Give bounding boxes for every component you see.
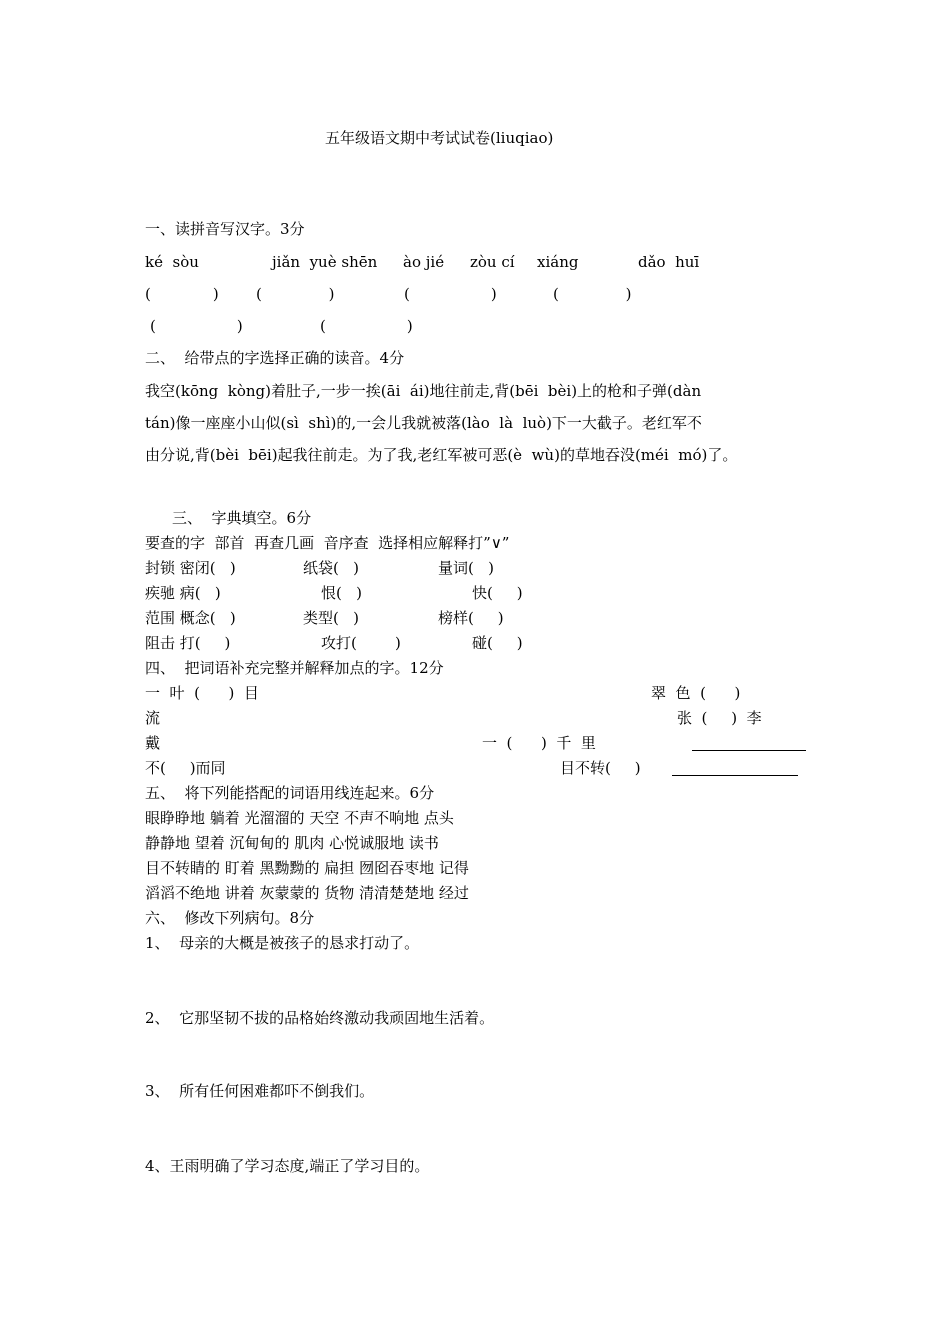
sentence-item: 4、王雨明确了学习态度,端正了学习目的。 <box>145 1157 430 1175</box>
passage-line: 由分说,背(bèi bēi)起我往前走。为了我,老红军被可恶(è wù)的草地吞没(méi mó)了。 <box>145 446 738 464</box>
matching-line: 目不转睛的 盯着 黑黝黝的 扁担 囫囵吞枣地 记得 <box>145 859 469 877</box>
passage-line: 我空(kōng kòng)着肚子,一步一挨(āi ái)地往前走,背(bēi bèi)上的枪和子弹(dàn <box>145 382 702 400</box>
sentence-item: 2、 它那坚韧不拔的品格始终激动我顽固地生活着。 <box>145 1009 495 1027</box>
idiom-item: 翠 色 ( ) <box>651 684 741 702</box>
sentence-item: 3、 所有任何困难都吓不倒我们。 <box>145 1082 375 1100</box>
pinyin-item: xiáng <box>537 253 579 271</box>
idiom-item: 戴 <box>145 734 161 752</box>
page-title: 五年级语文期中考试试卷(liuqiao) <box>325 129 554 147</box>
sentence-item: 1、 母亲的大概是被孩子的恳求打动了。 <box>145 934 420 952</box>
section2-heading: 二、 给带点的字选择正确的读音。4分 <box>145 349 405 367</box>
idiom-item: 目不转( ) <box>560 759 641 777</box>
dict-cell: 类型( ) <box>303 609 360 627</box>
idiom-item: 一 ( ) 千 里 <box>482 734 596 752</box>
idiom-item: 一 叶 ( ) 目 <box>145 684 259 702</box>
dict-cell: 碰( ) <box>472 634 523 652</box>
answer-blank[interactable]: ( ) <box>553 285 632 303</box>
dict-cell: 纸袋( ) <box>303 559 360 577</box>
pinyin-item: jiǎn yuè shēn <box>272 253 378 271</box>
dict-cell: 量词( ) <box>438 559 495 577</box>
matching-line: 滔滔不绝地 讲着 灰蒙蒙的 货物 清清楚楚地 经过 <box>145 884 469 902</box>
answer-blank[interactable]: ( ) <box>404 285 497 303</box>
dict-cell: 封锁 密闭( ) <box>145 559 236 577</box>
section3-heading: 三、 字典填空。6分 <box>172 509 312 527</box>
matching-line: 眼睁睁地 躺着 光溜溜的 天空 不声不响地 点头 <box>145 809 454 827</box>
answer-blank[interactable]: ( ) <box>145 285 219 303</box>
section6-heading: 六、 修改下列病句。8分 <box>145 909 315 927</box>
idiom-item: 流 <box>145 709 161 727</box>
pinyin-item: ké sòu <box>145 253 199 271</box>
dict-cell: 快( ) <box>472 584 523 602</box>
answer-blank[interactable]: ( ) <box>150 317 243 335</box>
pinyin-item: dǎo huī <box>638 253 700 271</box>
dict-cell: 疾驰 病( ) <box>145 584 221 602</box>
idiom-item: 张 ( ) 李 <box>677 709 762 727</box>
section4-heading: 四、 把词语补充完整并解释加点的字。12分 <box>145 659 444 677</box>
dict-cell: 恨( ) <box>321 584 363 602</box>
dict-cell: 范围 概念( ) <box>145 609 236 627</box>
matching-line: 静静地 望着 沉甸甸的 肌肉 心悦诚服地 读书 <box>145 834 439 852</box>
explanation-blank-line[interactable] <box>692 737 806 751</box>
pinyin-item: zòu cí <box>470 253 515 271</box>
passage-line: tán)像一座座小山似(sì shì)的,一会儿我就被落(lào là luò)下一大截子。老红军不 <box>145 414 702 432</box>
pinyin-item: ào jié <box>403 253 445 271</box>
explanation-blank-line[interactable] <box>672 762 798 776</box>
answer-blank[interactable]: ( ) <box>256 285 335 303</box>
section1-heading: 一、读拼音写汉字。3分 <box>145 220 305 238</box>
dict-cell: 阻击 打( ) <box>145 634 231 652</box>
section3-intro: 要查的字 部首 再查几画 音序查 选择相应解释打”∨” <box>145 534 510 552</box>
dict-cell: 攻打( ) <box>321 634 401 652</box>
section5-heading: 五、 将下列能搭配的词语用线连起来。6分 <box>145 784 435 802</box>
answer-blank[interactable]: ( ) <box>320 317 413 335</box>
dict-cell: 榜样( ) <box>438 609 504 627</box>
idiom-item: 不( )而同 <box>145 759 226 777</box>
